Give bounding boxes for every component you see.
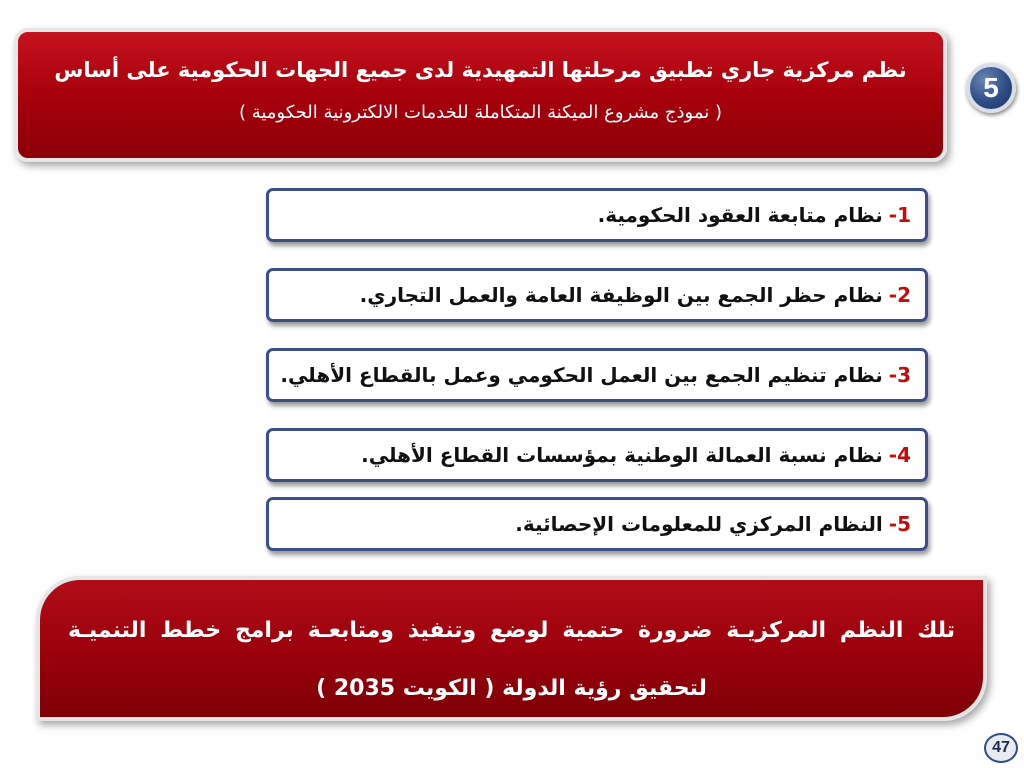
header-banner [14,28,947,162]
conclusion-line-1: تلك النظم المركزيـة ضرورة حتمية لوضع وتنفيذ ومتابعـة برامج خطط التنميـة [68,618,955,643]
list-item-number: 4- [888,443,911,467]
header-subtitle: ( نموذج مشروع الميكنة المتكاملة للخدمات الالكترونية الحكومية ) [238,102,723,123]
list-item-1 [266,188,928,242]
list-item-5 [266,497,928,551]
list-item-text: نظام متابعة العقود الحكومية. [597,203,883,227]
header-title: نظم مركزية جاري تطبيق مرحلتها التمهيدية لدى جميع الجهات الحكومية على أساس [54,58,907,82]
list-item-2 [266,268,928,322]
list-item-text: نظام تنظيم الجمع بين العمل الحكومي وعمل بالقطاع الأهلي. [280,363,883,387]
list-item-text: نظام حظر الجمع بين الوظيفة العامة والعمل التجاري. [359,283,883,307]
list-item-text: النظام المركزي للمعلومات الإحصائية. [515,512,883,536]
list-item-3 [266,348,928,402]
list-item-text: نظام نسبة العمالة الوطنية بمؤسسات القطاع الأهلي. [361,443,883,467]
list-item-number: 5- [888,512,911,536]
slide-number-badge: 5 [966,63,1016,113]
conclusion-banner [36,576,987,721]
list-item-number: 2- [888,283,911,307]
page-number: 47 [984,733,1018,763]
list-item-number: 1- [888,203,911,227]
list-item-4 [266,428,928,482]
conclusion-line-2: لتحقيق رؤية الدولة ( الكويت 2035 ) [316,676,707,701]
list-item-number: 3- [888,363,911,387]
